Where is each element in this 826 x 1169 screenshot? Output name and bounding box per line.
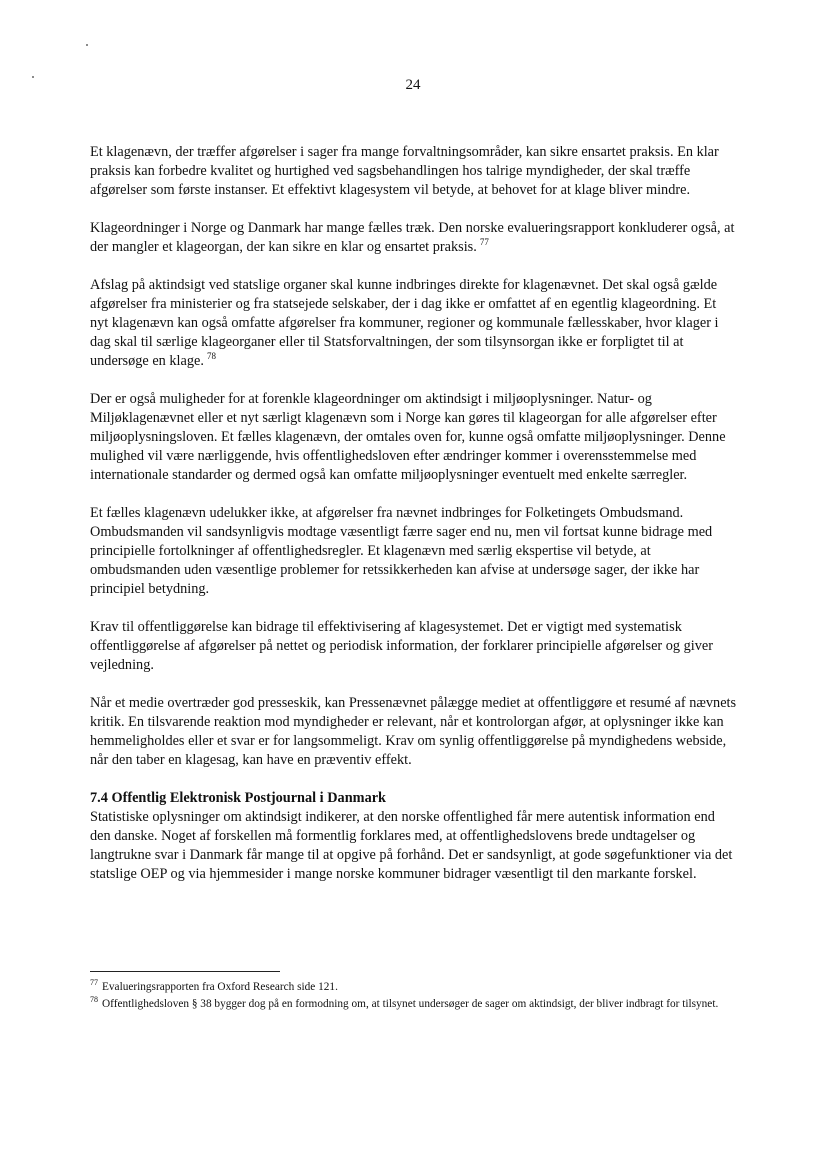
page-number: 24 <box>405 77 421 93</box>
footnote <box>90 980 740 995</box>
footnote <box>90 997 740 1012</box>
section-heading: 7.4 Offentlig Elektronisk Postjournal i Danmark <box>90 790 387 806</box>
paragraph-text: Et klagenævn, der træffer afgørelser i sager fra mange forvaltningsområder, kan sikre ensartet praksis. En klar praksis kan forbedre kvalitet og hurtighed ved sagsbehandlingen hos talrige myndigheder, der skal træffe afgørelser som første instanser. Et effektivt klagesystem vil betyde, at behovet for at klage bliver mindre. <box>90 144 719 198</box>
paragraph <box>90 276 738 371</box>
footnotes <box>90 980 740 1014</box>
paragraph-text: Når et medie overtræder god presseskik, kan Pressenævnet pålægge mediet at offentliggøre et resumé af nævnets kritik. En tilsvarende reaktion mod myndigheder er relevant, når et kontrolorgan afgør, at oplysninger ikke kan hemmeligholdes eller et svar er for langsommeligt. Krav om synlig offentliggørelse på myndighedens webside, når den taber en klagesag, kan have en præventiv effekt. <box>90 695 737 768</box>
paragraph-text: Krav til offentliggørelse kan bidrage til effektivisering af klagesystemet. Det er vigtigt med systematisk offentliggørelse af afgørelser på nettet og periodisk information, der forklarer principielle afgørelser og giver vejledning. <box>90 619 713 673</box>
footnote-number: 77 <box>90 978 98 988</box>
paragraph <box>90 504 738 599</box>
body-text <box>90 143 738 884</box>
paragraph <box>90 143 738 200</box>
scan-speck <box>86 44 88 46</box>
section-7-4 <box>90 789 738 884</box>
footnote-number: 78 <box>90 995 98 1005</box>
paragraph <box>90 694 738 770</box>
paragraph-text: Der er også muligheder for at forenkle klageordninger om aktindsigt i miljøoplysninger. Natur- og Miljøklagenævnet eller et nyt særligt klagenævn som i Norge kan gøres til klageorgan for alle afgørelser efter miljøoplysningsloven. Et fælles klagenævn, der omtales oven for, kunne også omfatte miljøoplysninger. Denne mulighed vil være nærliggende, hvis offentlighedsloven efter ændringer kommer i overensstemmelse med internationale standarder og dermed også kan omfatte miljøoplysninger eventuelt med enkelte særregler. <box>90 391 726 483</box>
footnote-reference[interactable]: 78 <box>206 351 216 362</box>
footnote-text: Evalueringsrapporten fra Oxford Research side 121. <box>102 981 338 993</box>
footnote-reference[interactable]: 77 <box>479 237 489 248</box>
paragraph <box>90 219 738 257</box>
paragraph-text: Afslag på aktindsigt ved statslige organer skal kunne indbringes direkte for klagenævnet. Det skal også gælde afgørelser fra ministerier og fra statsejede selskaber, der i dag ikke er omfattet af en egentlig klageordning. Et nyt klagenævn kan også omfatte afgørelser fra kommuner, regioner og kommunale fællesskaber, hvor klager i dag skal til særlige klageorganer eller til Statsforvaltningen, der som tilsynsorgan ikke er forpligtet til at undersøge en klage. <box>90 277 719 369</box>
paragraph-text: Et fælles klagenævn udelukker ikke, at afgørelser fra nævnet indbringes for Folketingets Ombudsmand. Ombudsmanden vil sandsynligvis modtage væsentligt færre sager end nu, men vil fortsat kunne bidrage med principielle fortolkninger af offentlighedsregler. Et klagenævn med særlig ekspertise vil betyde, at ombudsmanden uden væsentlige problemer for retssikkerheden kan afvise at undersøge sager, der ikke har principiel betydning. <box>90 505 713 597</box>
paragraph <box>90 390 738 485</box>
paragraph <box>90 618 738 675</box>
footnote-divider <box>90 971 280 972</box>
paragraph-text: Klageordninger i Norge og Danmark har mange fælles træk. Den norske evalueringsrapport konkluderer også, at der mangler et klageorgan, der kan sikre en klar og ensartet praksis. <box>90 220 735 255</box>
footnote-text: Offentlighedsloven § 38 bygger dog på en formodning om, at tilsynet undersøger de sager om aktindsigt, der bliver indbragt for tilsynet. <box>102 998 719 1010</box>
section-paragraph: Statistiske oplysninger om aktindsigt indikerer, at den norske offentlighed får mere autentisk information end den danske. Noget af forskellen må formentlig forklares med, at offentlighedslovens brede undtagelser og langtrukne svar i Danmark får mange til at opgive på forhånd. Det er sandsynligt, at gode søgefunktioner via det statslige OEP og via hjemmesider i mange norske kommuner bidrager væsentligt til den markante forskel. <box>90 809 733 882</box>
